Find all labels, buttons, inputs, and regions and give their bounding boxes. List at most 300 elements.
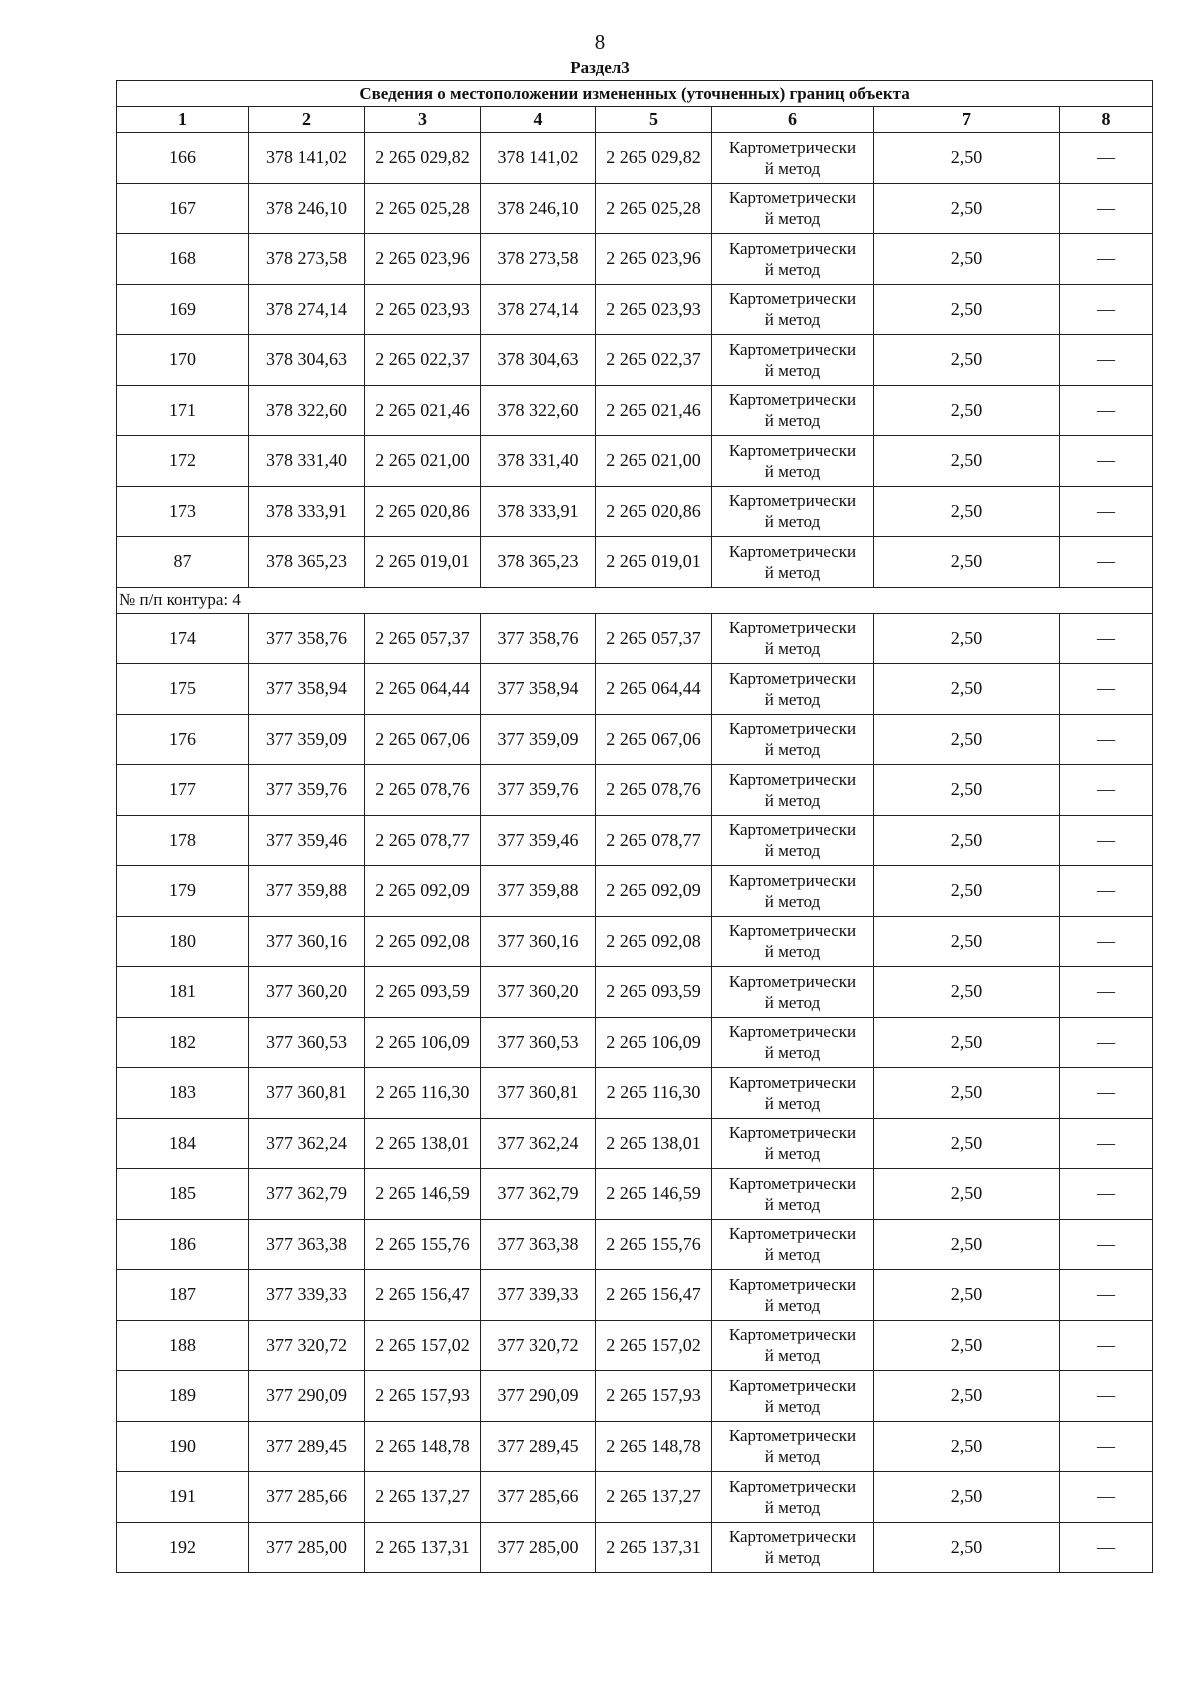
accuracy-cell: 2,50 [874,613,1060,664]
accuracy-cell: 2,50 [874,436,1060,487]
point-number-cell: 187 [117,1270,249,1321]
method-line-1: Картометрически [728,1173,857,1193]
method-line-1: Картометрически [728,238,857,258]
method-line-1: Картометрически [728,289,857,309]
method-cell [712,765,874,816]
point-number-cell: 181 [117,967,249,1018]
x-old-cell: 377 359,88 [249,866,365,917]
x-old-cell: 377 339,33 [249,1270,365,1321]
y-new-cell: 2 265 078,76 [596,765,712,816]
contour-label-row [117,587,1153,613]
y-old-cell: 2 265 092,09 [365,866,481,917]
column-number-row [117,107,1153,133]
table-row [117,1522,1153,1573]
point-number-cell: 178 [117,815,249,866]
y-new-cell: 2 265 156,47 [596,1270,712,1321]
y-old-cell: 2 265 157,02 [365,1320,481,1371]
y-old-cell: 2 265 057,37 [365,613,481,664]
method-line-1: Картометрически [728,870,857,890]
method-cell [712,1270,874,1321]
y-old-cell: 2 265 137,27 [365,1472,481,1523]
method-cell [712,1017,874,1068]
method-line-2: й метод [764,841,821,861]
accuracy-cell: 2,50 [874,1219,1060,1270]
y-new-cell: 2 265 148,78 [596,1421,712,1472]
table-row [117,664,1153,715]
accuracy-cell: 2,50 [874,1320,1060,1371]
description-cell: — [1060,436,1153,487]
description-cell: — [1060,335,1153,386]
y-new-cell: 2 265 157,02 [596,1320,712,1371]
column-number: 8 [1060,107,1153,133]
method-line-2: й метод [764,461,821,481]
y-old-cell: 2 265 025,28 [365,183,481,234]
description-cell: — [1060,1219,1153,1270]
table-row [117,765,1153,816]
method-line-2: й метод [764,790,821,810]
y-old-cell: 2 265 078,77 [365,815,481,866]
column-number: 7 [874,107,1060,133]
x-new-cell: 377 362,79 [481,1169,596,1220]
x-old-cell: 378 273,58 [249,234,365,285]
point-number-cell: 177 [117,765,249,816]
y-old-cell: 2 265 157,93 [365,1371,481,1422]
description-cell: — [1060,1522,1153,1573]
description-cell: — [1060,916,1153,967]
x-old-cell: 377 359,76 [249,765,365,816]
accuracy-cell: 2,50 [874,1421,1060,1472]
x-new-cell: 377 339,33 [481,1270,596,1321]
method-line-2: й метод [764,942,821,962]
table-row [117,1017,1153,1068]
method-cell [712,284,874,335]
x-old-cell: 377 285,66 [249,1472,365,1523]
description-cell: — [1060,284,1153,335]
method-line-2: й метод [764,689,821,709]
point-number-cell: 185 [117,1169,249,1220]
contour-label: № п/п контура: 4 [117,587,1153,613]
description-cell: — [1060,1017,1153,1068]
method-line-1: Картометрически [728,491,857,511]
table-row [117,234,1153,285]
x-new-cell: 378 246,10 [481,183,596,234]
method-line-2: й метод [764,1396,821,1416]
method-line-1: Картометрически [728,1022,857,1042]
method-line-2: й метод [764,1497,821,1517]
accuracy-cell: 2,50 [874,1068,1060,1119]
description-cell: — [1060,765,1153,816]
accuracy-cell: 2,50 [874,1118,1060,1169]
method-line-1: Картометрически [728,921,857,941]
method-cell [712,916,874,967]
method-line-1: Картометрически [728,1123,857,1143]
x-old-cell: 377 363,38 [249,1219,365,1270]
method-cell [712,183,874,234]
y-old-cell: 2 265 064,44 [365,664,481,715]
x-old-cell: 378 141,02 [249,133,365,184]
x-new-cell: 377 285,66 [481,1472,596,1523]
x-new-cell: 377 358,94 [481,664,596,715]
x-old-cell: 377 289,45 [249,1421,365,1472]
y-new-cell: 2 265 157,93 [596,1371,712,1422]
x-old-cell: 378 365,23 [249,537,365,588]
y-old-cell: 2 265 078,76 [365,765,481,816]
point-number-cell: 173 [117,486,249,537]
method-line-2: й метод [764,360,821,380]
x-old-cell: 377 290,09 [249,1371,365,1422]
x-new-cell: 378 274,14 [481,284,596,335]
x-new-cell: 377 359,09 [481,714,596,765]
x-new-cell: 378 365,23 [481,537,596,588]
y-old-cell: 2 265 092,08 [365,916,481,967]
method-line-2: й метод [764,209,821,229]
point-number-cell: 180 [117,916,249,967]
method-line-2: й метод [764,891,821,911]
table-row [117,1270,1153,1321]
table-row [117,486,1153,537]
x-new-cell: 377 358,76 [481,613,596,664]
accuracy-cell: 2,50 [874,486,1060,537]
description-cell: — [1060,664,1153,715]
y-new-cell: 2 265 022,37 [596,335,712,386]
table-row [117,613,1153,664]
y-old-cell: 2 265 021,00 [365,436,481,487]
y-new-cell: 2 265 137,31 [596,1522,712,1573]
point-number-cell: 190 [117,1421,249,1472]
point-number-cell: 183 [117,1068,249,1119]
method-line-1: Картометрически [728,541,857,561]
x-new-cell: 378 273,58 [481,234,596,285]
description-cell: — [1060,1118,1153,1169]
y-new-cell: 2 265 019,01 [596,537,712,588]
coordinates-table [116,80,1153,1573]
y-new-cell: 2 265 093,59 [596,967,712,1018]
table-row [117,1068,1153,1119]
method-line-2: й метод [764,992,821,1012]
method-line-2: й метод [764,411,821,431]
accuracy-cell: 2,50 [874,1522,1060,1573]
point-number-cell: 176 [117,714,249,765]
x-old-cell: 377 359,09 [249,714,365,765]
method-cell [712,1118,874,1169]
y-old-cell: 2 265 138,01 [365,1118,481,1169]
y-new-cell: 2 265 146,59 [596,1169,712,1220]
point-number-cell: 175 [117,664,249,715]
accuracy-cell: 2,50 [874,1472,1060,1523]
table-row [117,1118,1153,1169]
x-new-cell: 377 360,81 [481,1068,596,1119]
accuracy-cell: 2,50 [874,815,1060,866]
description-cell: — [1060,1472,1153,1523]
table-row [117,537,1153,588]
method-cell [712,385,874,436]
method-cell [712,714,874,765]
description-cell: — [1060,1068,1153,1119]
method-cell [712,967,874,1018]
method-line-1: Картометрически [728,1375,857,1395]
method-line-2: й метод [764,1548,821,1568]
accuracy-cell: 2,50 [874,714,1060,765]
y-old-cell: 2 265 022,37 [365,335,481,386]
point-number-cell: 189 [117,1371,249,1422]
method-cell [712,1068,874,1119]
x-old-cell: 378 331,40 [249,436,365,487]
point-number-cell: 186 [117,1219,249,1270]
accuracy-cell: 2,50 [874,1017,1060,1068]
x-new-cell: 378 141,02 [481,133,596,184]
point-number-cell: 171 [117,385,249,436]
method-line-2: й метод [764,639,821,659]
y-new-cell: 2 265 021,46 [596,385,712,436]
x-old-cell: 377 360,53 [249,1017,365,1068]
x-old-cell: 378 322,60 [249,385,365,436]
accuracy-cell: 2,50 [874,916,1060,967]
y-old-cell: 2 265 093,59 [365,967,481,1018]
x-new-cell: 377 289,45 [481,1421,596,1472]
method-line-2: й метод [764,1295,821,1315]
method-line-1: Картометрически [728,971,857,991]
x-new-cell: 378 333,91 [481,486,596,537]
method-cell [712,335,874,386]
table-row [117,1371,1153,1422]
point-number-cell: 192 [117,1522,249,1573]
y-old-cell: 2 265 156,47 [365,1270,481,1321]
method-line-2: й метод [764,259,821,279]
method-cell [712,133,874,184]
method-cell [712,537,874,588]
y-new-cell: 2 265 025,28 [596,183,712,234]
x-new-cell: 377 359,46 [481,815,596,866]
y-old-cell: 2 265 029,82 [365,133,481,184]
method-line-1: Картометрически [728,390,857,410]
point-number-cell: 188 [117,1320,249,1371]
point-number-cell: 167 [117,183,249,234]
description-cell: — [1060,537,1153,588]
y-new-cell: 2 265 106,09 [596,1017,712,1068]
x-old-cell: 378 274,14 [249,284,365,335]
table-row [117,967,1153,1018]
column-number: 2 [249,107,365,133]
table-row [117,335,1153,386]
x-new-cell: 378 322,60 [481,385,596,436]
method-cell [712,866,874,917]
x-new-cell: 377 290,09 [481,1371,596,1422]
y-new-cell: 2 265 138,01 [596,1118,712,1169]
method-line-1: Картометрически [728,668,857,688]
method-cell [712,486,874,537]
point-number-cell: 87 [117,537,249,588]
y-new-cell: 2 265 064,44 [596,664,712,715]
x-old-cell: 377 320,72 [249,1320,365,1371]
method-line-1: Картометрически [728,1426,857,1446]
point-number-cell: 184 [117,1118,249,1169]
method-line-2: й метод [764,1245,821,1265]
page-number: 8 [594,30,606,54]
method-line-1: Картометрически [728,188,857,208]
y-new-cell: 2 265 092,09 [596,866,712,917]
method-cell [712,1522,874,1573]
method-cell [712,664,874,715]
table-row [117,1472,1153,1523]
method-line-1: Картометрически [728,1325,857,1345]
point-number-cell: 169 [117,284,249,335]
method-line-1: Картометрически [728,769,857,789]
x-old-cell: 377 359,46 [249,815,365,866]
point-number-cell: 170 [117,335,249,386]
accuracy-cell: 2,50 [874,284,1060,335]
y-old-cell: 2 265 020,86 [365,486,481,537]
section-title: Раздел3 [570,58,630,77]
accuracy-cell: 2,50 [874,133,1060,184]
y-old-cell: 2 265 137,31 [365,1522,481,1573]
y-new-cell: 2 265 067,06 [596,714,712,765]
table-row [117,815,1153,866]
method-line-2: й метод [764,1043,821,1063]
accuracy-cell: 2,50 [874,1270,1060,1321]
accuracy-cell: 2,50 [874,967,1060,1018]
method-cell [712,436,874,487]
description-cell: — [1060,234,1153,285]
x-old-cell: 378 304,63 [249,335,365,386]
y-old-cell: 2 265 023,96 [365,234,481,285]
x-old-cell: 377 360,20 [249,967,365,1018]
method-line-2: й метод [764,158,821,178]
x-old-cell: 377 362,24 [249,1118,365,1169]
table-row [117,866,1153,917]
table-row [117,385,1153,436]
x-old-cell: 377 358,94 [249,664,365,715]
x-new-cell: 377 360,20 [481,967,596,1018]
column-number: 1 [117,107,249,133]
point-number-cell: 174 [117,613,249,664]
method-line-2: й метод [764,1346,821,1366]
y-old-cell: 2 265 023,93 [365,284,481,335]
method-line-2: й метод [764,1093,821,1113]
table-title-row [117,81,1153,107]
y-old-cell: 2 265 021,46 [365,385,481,436]
description-cell: — [1060,1320,1153,1371]
y-new-cell: 2 265 092,08 [596,916,712,967]
description-cell: — [1060,613,1153,664]
method-line-1: Картометрически [728,719,857,739]
y-old-cell: 2 265 106,09 [365,1017,481,1068]
x-old-cell: 378 333,91 [249,486,365,537]
description-cell: — [1060,486,1153,537]
y-old-cell: 2 265 019,01 [365,537,481,588]
description-cell: — [1060,1371,1153,1422]
y-new-cell: 2 265 116,30 [596,1068,712,1119]
table-row [117,1169,1153,1220]
column-number: 5 [596,107,712,133]
method-cell [712,1472,874,1523]
y-old-cell: 2 265 116,30 [365,1068,481,1119]
y-new-cell: 2 265 029,82 [596,133,712,184]
accuracy-cell: 2,50 [874,335,1060,386]
accuracy-cell: 2,50 [874,537,1060,588]
y-new-cell: 2 265 023,96 [596,234,712,285]
x-new-cell: 377 320,72 [481,1320,596,1371]
method-line-1: Картометрически [728,1476,857,1496]
x-old-cell: 378 246,10 [249,183,365,234]
accuracy-cell: 2,50 [874,385,1060,436]
x-old-cell: 377 362,79 [249,1169,365,1220]
method-cell [712,613,874,664]
point-number-cell: 166 [117,133,249,184]
table-row [117,1320,1153,1371]
y-new-cell: 2 265 020,86 [596,486,712,537]
accuracy-cell: 2,50 [874,664,1060,715]
description-cell: — [1060,815,1153,866]
point-number-cell: 179 [117,866,249,917]
method-cell [712,1219,874,1270]
description-cell: — [1060,133,1153,184]
table-row [117,183,1153,234]
x-new-cell: 377 360,16 [481,916,596,967]
accuracy-cell: 2,50 [874,1371,1060,1422]
x-new-cell: 378 304,63 [481,335,596,386]
x-old-cell: 377 360,81 [249,1068,365,1119]
method-cell [712,1421,874,1472]
method-line-2: й метод [764,562,821,582]
x-new-cell: 377 363,38 [481,1219,596,1270]
method-line-1: Картометрически [728,137,857,157]
method-cell [712,815,874,866]
table-row [117,133,1153,184]
table-row [117,1219,1153,1270]
description-cell: — [1060,866,1153,917]
table-row [117,436,1153,487]
method-line-1: Картометрически [728,1527,857,1547]
method-line-1: Картометрически [728,820,857,840]
column-number: 6 [712,107,874,133]
y-old-cell: 2 265 067,06 [365,714,481,765]
y-old-cell: 2 265 146,59 [365,1169,481,1220]
method-line-2: й метод [764,310,821,330]
y-new-cell: 2 265 057,37 [596,613,712,664]
y-new-cell: 2 265 021,00 [596,436,712,487]
column-number: 4 [481,107,596,133]
description-cell: — [1060,385,1153,436]
method-line-2: й метод [764,740,821,760]
point-number-cell: 191 [117,1472,249,1523]
x-old-cell: 377 358,76 [249,613,365,664]
x-new-cell: 377 359,76 [481,765,596,816]
y-old-cell: 2 265 155,76 [365,1219,481,1270]
method-line-1: Картометрически [728,440,857,460]
accuracy-cell: 2,50 [874,183,1060,234]
method-line-1: Картометрически [728,1224,857,1244]
method-line-2: й метод [764,512,821,532]
x-new-cell: 378 331,40 [481,436,596,487]
method-line-2: й метод [764,1144,821,1164]
x-new-cell: 377 359,88 [481,866,596,917]
description-cell: — [1060,1421,1153,1472]
method-cell [712,1169,874,1220]
point-number-cell: 182 [117,1017,249,1068]
x-old-cell: 377 360,16 [249,916,365,967]
description-cell: — [1060,183,1153,234]
y-new-cell: 2 265 155,76 [596,1219,712,1270]
method-cell [712,1371,874,1422]
accuracy-cell: 2,50 [874,765,1060,816]
description-cell: — [1060,1169,1153,1220]
accuracy-cell: 2,50 [874,234,1060,285]
accuracy-cell: 2,50 [874,1169,1060,1220]
table-body [117,81,1153,1573]
point-number-cell: 168 [117,234,249,285]
method-cell [712,234,874,285]
method-line-1: Картометрически [728,618,857,638]
